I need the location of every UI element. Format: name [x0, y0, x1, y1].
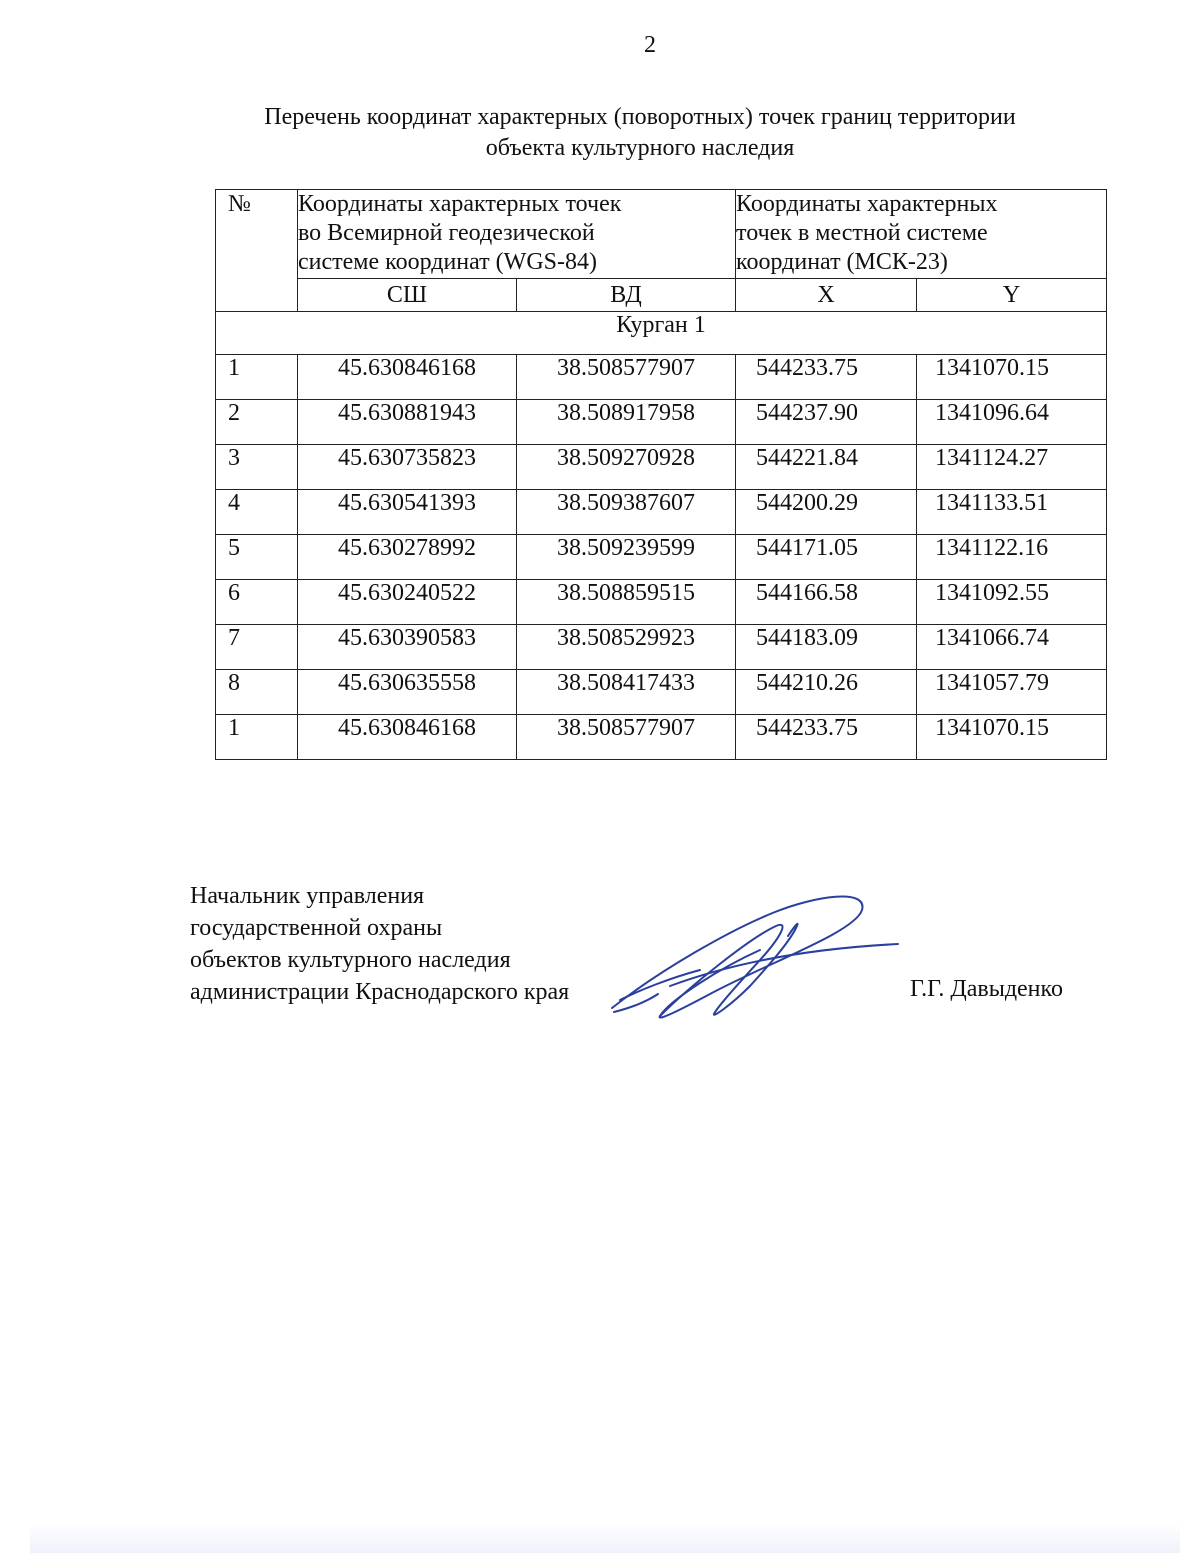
table-row [216, 580, 1107, 625]
latitude-cell: 45.630881943 [298, 400, 517, 445]
point-number-cell: 1 [216, 355, 298, 400]
header-wgs84-line-1: Координаты характерных точек [298, 191, 622, 217]
x-coordinate-cell: 544166.58 [736, 580, 917, 625]
signatory-name: Г.Г. Давыденко [910, 976, 1063, 1002]
longitude-cell: 38.509270928 [517, 445, 736, 490]
y-coordinate-cell: 1341070.15 [917, 715, 1107, 760]
point-number-cell: 7 [216, 625, 298, 670]
y-coordinate-cell: 1341133.51 [917, 490, 1107, 535]
header-wgs84-line-3: системе координат (WGS-84) [298, 249, 597, 275]
coordinates-table [215, 189, 1107, 760]
table-row [216, 715, 1107, 760]
x-coordinate-cell: 544210.26 [736, 670, 917, 715]
point-number-cell: 6 [216, 580, 298, 625]
longitude-cell: 38.508577907 [517, 355, 736, 400]
table-row [216, 625, 1107, 670]
x-coordinate-cell: 544200.29 [736, 490, 917, 535]
signatory-position-line-4: администрации Краснодарского края [190, 979, 570, 1005]
longitude-cell: 38.508529923 [517, 625, 736, 670]
signatory-position-line-3: объектов культурного наследия [190, 947, 511, 973]
latitude-cell: 45.630846168 [298, 355, 517, 400]
handwritten-signature [600, 890, 910, 1030]
latitude-cell: 45.630278992 [298, 535, 517, 580]
header-wgs84-line-2: во Всемирной геодезической [298, 220, 595, 246]
y-coordinate-cell: 1341124.27 [917, 445, 1107, 490]
table-row [216, 490, 1107, 535]
longitude-cell: 38.509239599 [517, 535, 736, 580]
signatory-position-line-2: государственной охраны [190, 915, 443, 941]
y-coordinate-cell: 1341092.55 [917, 580, 1107, 625]
latitude-cell: 45.630735823 [298, 445, 517, 490]
y-coordinate-cell: 1341070.15 [917, 355, 1107, 400]
longitude-cell: 38.508417433 [517, 670, 736, 715]
header-msk23 [736, 190, 1107, 279]
signatory-position [190, 880, 569, 1008]
point-number-cell: 4 [216, 490, 298, 535]
latitude-cell: 45.630846168 [298, 715, 517, 760]
point-number-cell: 5 [216, 535, 298, 580]
signatory-position-line-1: Начальник управления [190, 883, 425, 909]
x-coordinate-cell: 544171.05 [736, 535, 917, 580]
table-row [216, 535, 1107, 580]
group-row [216, 312, 1107, 355]
latitude-cell: 45.630390583 [298, 625, 517, 670]
point-number-cell: 2 [216, 400, 298, 445]
document-title-line-1: Перечень координат характерных (поворотных) точек границ территории [264, 104, 1016, 130]
longitude-cell: 38.508577907 [517, 715, 736, 760]
x-coordinate-cell: 544221.84 [736, 445, 917, 490]
document-title [200, 102, 1080, 164]
header-msk23-line-1: Координаты характерных [736, 191, 998, 217]
document-title-line-2: объекта культурного наследия [485, 135, 795, 161]
header-x: X [736, 279, 917, 312]
x-coordinate-cell: 544233.75 [736, 715, 917, 760]
header-msk23-line-2: точек в местной системе [736, 220, 988, 246]
y-coordinate-cell: 1341096.64 [917, 400, 1107, 445]
table-header-row [216, 190, 1107, 279]
point-number-cell: 3 [216, 445, 298, 490]
longitude-cell: 38.508917958 [517, 400, 736, 445]
header-wgs84 [298, 190, 736, 279]
point-number-cell: 8 [216, 670, 298, 715]
table-row [216, 670, 1107, 715]
longitude-cell: 38.508859515 [517, 580, 736, 625]
group-label: Курган 1 [216, 312, 1107, 355]
header-longitude: ВД [517, 279, 736, 312]
header-latitude: СШ [298, 279, 517, 312]
latitude-cell: 45.630635558 [298, 670, 517, 715]
table-subheader-row [216, 279, 1107, 312]
latitude-cell: 45.630541393 [298, 490, 517, 535]
table-row [216, 355, 1107, 400]
x-coordinate-cell: 544233.75 [736, 355, 917, 400]
table-row [216, 445, 1107, 490]
header-y: Y [917, 279, 1107, 312]
y-coordinate-cell: 1341122.16 [917, 535, 1107, 580]
x-coordinate-cell: 544183.09 [736, 625, 917, 670]
longitude-cell: 38.509387607 [517, 490, 736, 535]
header-msk23-line-3: координат (МСК-23) [736, 249, 948, 275]
table-row [216, 400, 1107, 445]
scan-edge-strip [30, 1523, 1180, 1553]
latitude-cell: 45.630240522 [298, 580, 517, 625]
point-number-cell: 1 [216, 715, 298, 760]
y-coordinate-cell: 1341066.74 [917, 625, 1107, 670]
y-coordinate-cell: 1341057.79 [917, 670, 1107, 715]
header-number: № [216, 190, 298, 312]
x-coordinate-cell: 544237.90 [736, 400, 917, 445]
page-number: 2 [644, 32, 656, 58]
